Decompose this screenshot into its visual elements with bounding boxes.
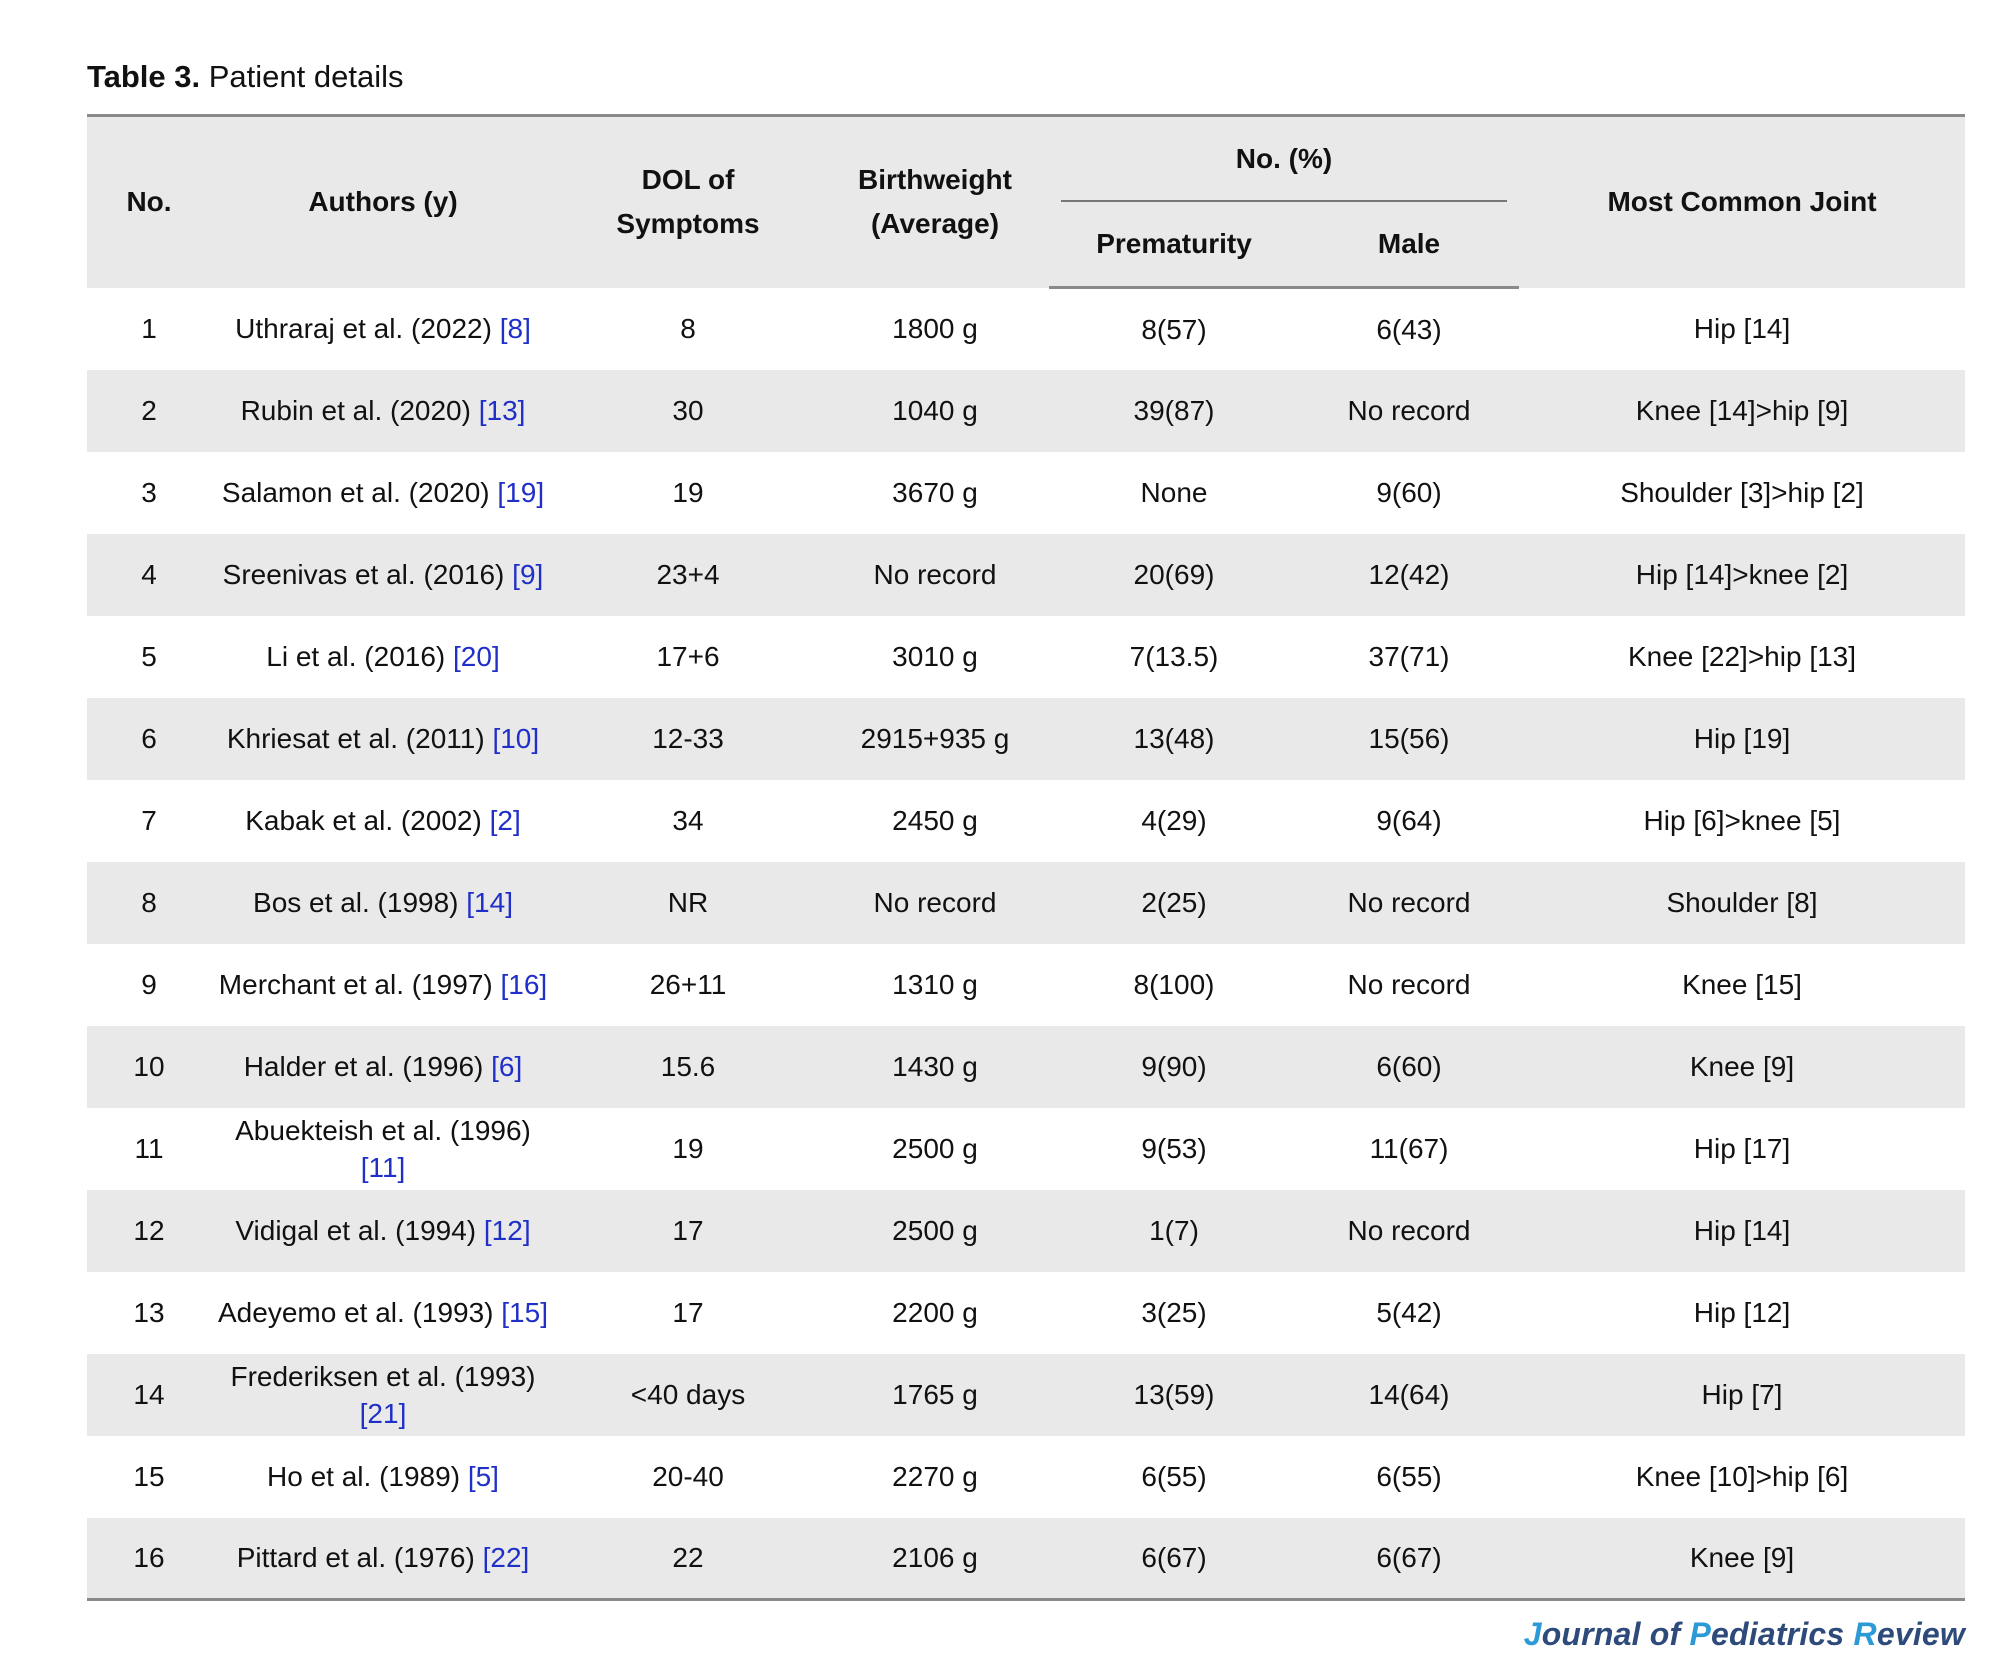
table-row <box>87 1518 1965 1600</box>
table-row <box>87 1026 1965 1108</box>
cell-dol: 26+11 <box>649 969 727 1000</box>
cell-prematurity: 9(53) <box>1141 1133 1207 1164</box>
reference-link[interactable]: [12] <box>483 1215 531 1246</box>
cell-birthweight: 2106 g <box>821 1518 1049 1600</box>
cell-prematurity: 1(7) <box>1049 1190 1299 1272</box>
cell-author <box>211 1354 555 1436</box>
table-row <box>87 944 1965 1026</box>
cell-prematurity: 39(87) <box>1049 370 1299 452</box>
author-text: Adeyemo et al. (1993) <box>218 1297 494 1328</box>
cell-joint: Hip [14] <box>1693 313 1791 344</box>
cell-joint: Hip [12] <box>1693 1297 1791 1328</box>
table-row <box>87 1108 1965 1190</box>
cell-dol: <40 days <box>555 1354 821 1436</box>
cell-male: 6(55) <box>1376 1461 1442 1492</box>
cell-prematurity: 4(29) <box>1141 805 1207 836</box>
cell-author <box>211 452 555 534</box>
cell-male: 6(43) <box>1376 313 1442 345</box>
cell-prematurity: 6(67) <box>1049 1518 1299 1600</box>
cell-author <box>211 862 555 944</box>
cell-male: No record <box>1299 370 1519 452</box>
cell-no: 3 <box>141 477 157 508</box>
cell-birthweight: 3670 g <box>892 477 978 508</box>
cell-author <box>211 780 555 862</box>
reference-link[interactable]: [19] <box>497 477 545 508</box>
cell-birthweight: 2500 g <box>821 1190 1049 1272</box>
cell-birthweight: 2500 g <box>892 1133 978 1164</box>
cell-joint: Shoulder [8] <box>1519 862 1965 944</box>
cell-birthweight: 2200 g <box>892 1297 978 1328</box>
cell-dol: 15.6 <box>555 1026 821 1108</box>
reference-link[interactable]: [22] <box>482 1542 530 1574</box>
cell-birthweight: No record <box>821 534 1049 616</box>
cell-author <box>211 698 555 780</box>
cell-dol: 30 <box>555 370 821 452</box>
header-bw-line1: Birthweight <box>858 164 1012 196</box>
cell-dol: 19 <box>672 477 704 508</box>
reference-link[interactable]: [9] <box>512 559 544 590</box>
reference-link[interactable]: [21] <box>359 1397 407 1429</box>
reference-link[interactable]: [15] <box>501 1297 548 1328</box>
reference-link[interactable]: [14] <box>466 887 513 918</box>
cell-male: No record <box>1347 969 1471 1000</box>
reference-link[interactable]: [16] <box>500 969 548 1000</box>
cell-male: 12(42) <box>1299 534 1519 616</box>
table-row <box>87 1272 1965 1354</box>
table-row <box>87 288 1965 370</box>
journal-logo-ournal: ournal of <box>1541 1616 1690 1652</box>
reference-link[interactable]: [11] <box>360 1151 406 1183</box>
cell-birthweight: 1040 g <box>821 370 1049 452</box>
cell-no: 4 <box>87 534 211 616</box>
header-no: No. <box>87 116 211 288</box>
journal-logo <box>1524 1616 1965 1653</box>
cell-dol: 12-33 <box>555 698 821 780</box>
header-bw-line2: (Average) <box>870 208 1000 240</box>
author-text: Halder et al. (1996) <box>243 1051 484 1082</box>
cell-prematurity: 13(48) <box>1049 698 1299 780</box>
cell-joint: Knee [9] <box>1519 1026 1965 1108</box>
cell-author <box>211 616 555 698</box>
cell-dol: 17 <box>672 1297 704 1328</box>
cell-no: 11 <box>134 1133 164 1164</box>
table-body <box>87 288 1965 1600</box>
reference-link[interactable]: [20] <box>453 641 500 672</box>
cell-prematurity: 8(100) <box>1133 969 1215 1000</box>
table-row <box>87 1436 1965 1518</box>
header-dol <box>555 116 821 288</box>
cell-birthweight: 1310 g <box>892 969 978 1000</box>
cell-author <box>211 1272 555 1354</box>
author-text: Frederiksen et al. (1993) <box>230 1360 536 1392</box>
cell-author <box>211 944 555 1026</box>
cell-prematurity: 6(55) <box>1141 1461 1207 1492</box>
cell-birthweight: 2270 g <box>892 1461 978 1492</box>
cell-no: 5 <box>141 641 157 672</box>
cell-male: No record <box>1299 1190 1519 1272</box>
cell-no: 2 <box>87 370 211 452</box>
cell-dol: 34 <box>672 805 704 836</box>
cell-no: 12 <box>87 1190 211 1272</box>
table-row <box>87 1354 1965 1436</box>
cell-dol: 23+4 <box>555 534 821 616</box>
cell-prematurity: None <box>1140 477 1208 508</box>
header-authors: Authors (y) <box>211 116 555 288</box>
cell-male: 9(64) <box>1376 805 1442 836</box>
table-header <box>87 116 1965 288</box>
author-text: Khriesat et al. (2011) <box>226 723 485 754</box>
author-text: Vidigal et al. (1994) <box>235 1215 477 1246</box>
cell-joint: Hip [6]>knee [5] <box>1643 805 1841 836</box>
reference-link[interactable]: [10] <box>492 723 540 754</box>
author-text: Bos et al. (1998) <box>253 887 459 918</box>
cell-joint: Knee [14]>hip [9] <box>1519 370 1965 452</box>
author-text: Rubin et al. (2020) <box>240 395 471 426</box>
author-text: Ho et al. (1989) <box>267 1461 461 1492</box>
reference-link[interactable]: [5] <box>467 1461 499 1492</box>
cell-male: 14(64) <box>1299 1354 1519 1436</box>
cell-no: 1 <box>141 313 157 344</box>
cell-prematurity: 3(25) <box>1141 1297 1207 1328</box>
table-row <box>87 370 1965 452</box>
patient-details-table <box>87 114 1965 1601</box>
reference-link[interactable]: [13] <box>478 395 526 426</box>
cell-prematurity: 13(59) <box>1049 1354 1299 1436</box>
cell-birthweight: 1765 g <box>821 1354 1049 1436</box>
cell-prematurity: 8(57) <box>1141 313 1207 345</box>
table-row <box>87 1190 1965 1272</box>
cell-author <box>211 1518 555 1600</box>
cell-dol: 19 <box>672 1133 704 1164</box>
journal-logo-p: P <box>1689 1616 1711 1652</box>
reference-link[interactable]: [8] <box>499 313 531 344</box>
cell-author <box>211 534 555 616</box>
table-row <box>87 698 1965 780</box>
cell-birthweight: 1430 g <box>821 1026 1049 1108</box>
cell-author <box>211 1190 555 1272</box>
cell-joint: Hip [19] <box>1519 698 1965 780</box>
cell-author <box>211 1108 555 1190</box>
journal-logo-ediatrics: ediatrics <box>1711 1616 1854 1652</box>
cell-author <box>211 370 555 452</box>
cell-no: 8 <box>87 862 211 944</box>
cell-birthweight: 1800 g <box>892 313 978 344</box>
cell-no: 15 <box>133 1461 165 1492</box>
cell-author <box>211 1026 555 1108</box>
cell-dol: NR <box>555 862 821 944</box>
cell-prematurity: 2(25) <box>1049 862 1299 944</box>
cell-prematurity: 20(69) <box>1049 534 1299 616</box>
cell-no: 13 <box>133 1297 165 1328</box>
cell-dol: 22 <box>555 1518 821 1600</box>
table-caption <box>87 55 404 99</box>
cell-joint: Hip [7] <box>1519 1354 1965 1436</box>
cell-male: No record <box>1299 862 1519 944</box>
table-caption-label: Table 3. <box>87 59 201 94</box>
cell-joint: Hip [14]>knee [2] <box>1519 534 1965 616</box>
table-caption-text: Patient details <box>200 59 404 94</box>
cell-joint: Knee [10]>hip [6] <box>1635 1461 1849 1492</box>
cell-joint: Knee [15] <box>1682 969 1802 1000</box>
cell-male: 5(42) <box>1376 1297 1442 1328</box>
cell-dol: 17 <box>555 1190 821 1272</box>
table-row <box>87 862 1965 944</box>
table-row <box>87 452 1965 534</box>
cell-joint: Hip [14] <box>1519 1190 1965 1272</box>
cell-no: 16 <box>87 1518 211 1600</box>
author-text: Sreenivas et al. (2016) <box>222 559 505 590</box>
author-text: Abuekteish et al. (1996) <box>235 1114 531 1146</box>
cell-joint: Knee [22]>hip [13] <box>1627 641 1857 672</box>
header-group-no-percent: No. (%) <box>1049 116 1519 202</box>
cell-author <box>211 288 555 370</box>
cell-joint: Knee [9] <box>1519 1518 1965 1600</box>
journal-logo-r: R <box>1853 1616 1877 1652</box>
journal-logo-j: J <box>1523 1616 1542 1652</box>
cell-birthweight: 2450 g <box>892 805 978 836</box>
cell-author <box>211 1436 555 1518</box>
header-birthweight <box>821 116 1049 288</box>
cell-birthweight: 2915+935 g <box>821 698 1049 780</box>
author-text: Li et al. (2016) <box>266 641 446 672</box>
author-text: Kabak et al. (2002) <box>245 805 482 836</box>
table-row <box>87 780 1965 862</box>
reference-link[interactable]: [6] <box>491 1051 523 1082</box>
cell-prematurity: 7(13.5) <box>1129 641 1219 672</box>
header-prematurity: Prematurity <box>1049 202 1299 288</box>
cell-dol: 20-40 <box>652 1461 724 1492</box>
header-joint: Most Common Joint <box>1519 116 1965 288</box>
author-text: Merchant et al. (1997) <box>218 969 493 1000</box>
cell-no: 6 <box>87 698 211 780</box>
cell-prematurity: 9(90) <box>1049 1026 1299 1108</box>
cell-no: 7 <box>141 805 157 836</box>
header-dol-line2: Symptoms <box>616 208 760 240</box>
cell-male: 6(67) <box>1299 1518 1519 1600</box>
journal-logo-eview: eview <box>1876 1616 1965 1652</box>
cell-no: 10 <box>87 1026 211 1108</box>
cell-male: 15(56) <box>1299 698 1519 780</box>
cell-dol: 17+6 <box>656 641 720 672</box>
author-text: Uthraraj et al. (2022) <box>235 313 492 344</box>
cell-no: 14 <box>87 1354 211 1436</box>
author-text: Salamon et al. (2020) <box>221 477 490 508</box>
cell-birthweight: No record <box>821 862 1049 944</box>
header-dol-line1: DOL of <box>641 164 735 196</box>
table-row <box>87 616 1965 698</box>
cell-male: 9(60) <box>1376 477 1442 508</box>
table-row <box>87 534 1965 616</box>
cell-dol: 8 <box>680 313 696 344</box>
cell-joint: Shoulder [3]>hip [2] <box>1620 477 1864 508</box>
cell-joint: Hip [17] <box>1693 1133 1791 1164</box>
header-male: Male <box>1299 202 1519 288</box>
cell-male: 37(71) <box>1368 641 1450 672</box>
cell-male: 6(60) <box>1299 1026 1519 1108</box>
cell-no: 9 <box>141 969 157 1000</box>
reference-link[interactable]: [2] <box>489 805 521 836</box>
cell-male: 11(67) <box>1369 1133 1449 1164</box>
cell-birthweight: 3010 g <box>892 641 978 672</box>
author-text: Pittard et al. (1976) <box>236 1542 475 1574</box>
